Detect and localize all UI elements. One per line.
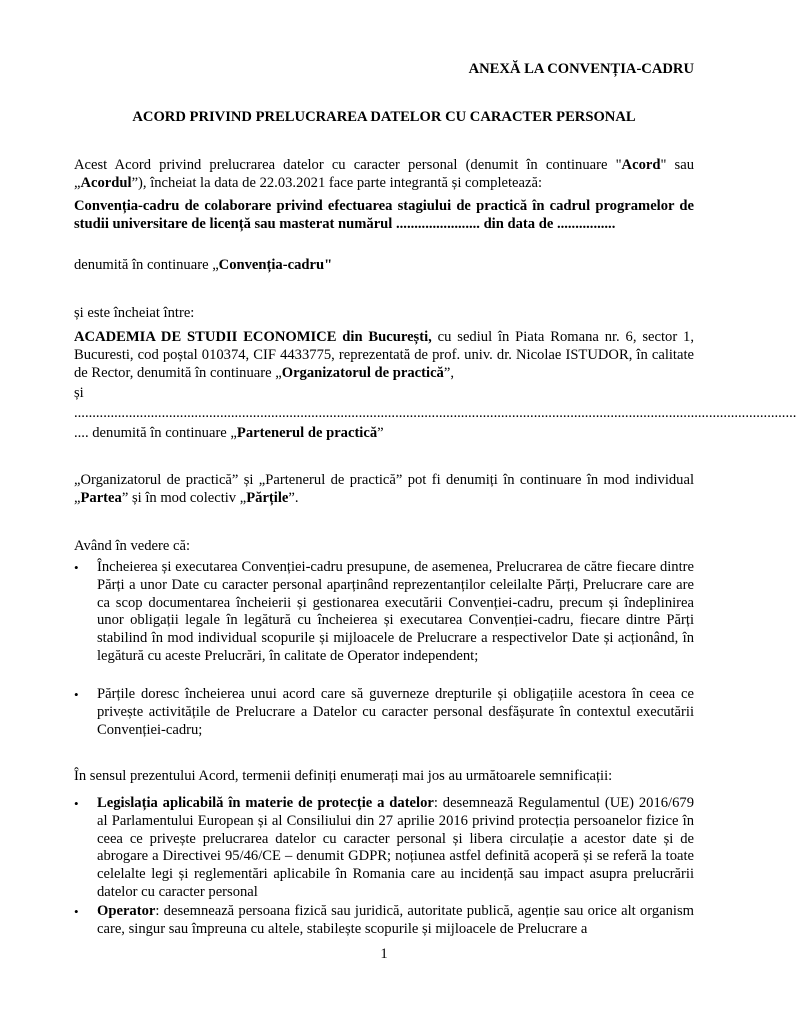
partner-term: Partenerul de practică [236,425,378,441]
definition-term: Legislația aplicabilă în materie de protecție a datelor [97,795,434,811]
document-title: ACORD PRIVIND PRELUCRAREA DATELOR CU CARACTER PERSONAL [132,109,636,125]
ase-party-paragraph [74,329,694,382]
whereas-bullet [74,686,694,739]
definition-item [74,795,694,902]
definition-text [97,795,694,902]
parties-term: Părțile [246,489,289,506]
convention-reference: Convenția-cadru de colaborare privind efectuarea stagiului de practică în cadrul programelor de studii universitare de licență sau masterat numărul ....................... din data de ................ [74,198,694,232]
bullet-icon: • [74,796,79,811]
whereas-bullet-text: Încheierea și executarea Convenției-cadru presupune, de asemenea, Prelucrarea de către fiecare dintre Părți a unor Date cu caracter personal aparținând reprezentanților celeilalte Părți, Prelucrare care are ca scop documentarea încheierii și gestionarea executării Convenției-cadru, precum și îndeplinirea unor obligații legale în legătură cu încheierea și executarea Convenției-cadru, fiecare dintre Părți stabilind în mod individual scopurile și mijloacele de Prelucrare a respectivelor Date și acționând, în legătură cu aceste Prelucrări, în calitate de Operator independent; [97,559,694,664]
parties-intro: și este încheiat între: [74,305,195,321]
collective-denomination [74,472,694,508]
definition-item [74,903,694,939]
acord-term: Acord [621,157,661,173]
whereas-bullet [74,559,694,666]
ase-details: cu sediul în Piata Romana nr. 6, sector 1, Bucuresti, cod poștal 010374, CIF 4433775, reprezentată de prof. univ. dr. Nicolae ISTUDOR, în calitate de Rector, denumită în continuare „ [74,329,694,381]
definition-text [97,903,694,939]
partner-denomination [74,425,694,443]
collective-text-end: ”. [288,489,299,506]
convention-term: Convenția-cadru" [218,257,333,273]
denomination-text: denumită în continuare „ [74,257,219,273]
ase-end: ”, [443,364,454,381]
bullet-icon: • [74,904,79,919]
definition-term: Operator [97,903,156,919]
partner-text: .... denumită în continuare „ [74,425,237,441]
collective-text: ” și în mod colectiv „ [121,489,247,506]
organizer-term: Organizatorul de practică [281,364,444,381]
party-term: Partea [80,489,122,506]
partner-text-end: ” [377,425,384,441]
whereas-intro: Având în vedere că: [74,538,191,554]
partner-blank-line: ...................................................................................................................................................................................................... [74,405,796,421]
convention-denomination [74,257,694,275]
whereas-bullet-text: Părțile doresc încheierea unui acord care să guverneze drepturile și obligațiile acestora în ceea ce privește activitățile de Prelucrare a Datelor cu caracter personal desfășurate în contextul executării Convenției-cadru; [97,686,694,738]
and-conjunction: și [74,385,84,401]
acordul-term: Acordul [80,174,132,191]
definition-body: : desemnează Regulamentul (UE) 2016/679 al Parlamentului European și al Consiliului din 27 aprilie 2016 privind protecția persoanelor fizice în ceea ce privește prelucrarea datelor cu caracter personal și libera circulație a acestor date și de abrogare a Directivei 95/46/CE – denumit GDPR; noțiunea astfel definită acoperă și se referă la toate celelalte legi și reglementări aplicabile în Romania care au incidență sau impact asupra prelucrării datelor cu caracter personal [97,795,694,900]
annex-heading: ANEXĂ LA CONVENȚIA-CADRU [468,61,694,77]
ase-name: ACADEMIA DE STUDII ECONOMICE din București, [74,329,432,345]
bullet-icon: • [74,560,79,575]
intro-text: Acest Acord privind prelucrarea datelor cu caracter personal (denumit în continuare " [74,157,622,173]
intro-paragraph [74,157,694,193]
collective-text: „Organizatorul de practică” și „Partenerul de practică” pot fi denumiți în continuare în mod individual „ [74,472,694,506]
page-number: 1 [380,946,388,962]
intro-text: " sau „ [74,157,695,191]
bullet-icon: • [74,687,79,702]
definition-body: : desemnează persoana fizică sau juridică, autoritate publică, agenție sau orice alt organism care, singur sau împreuna cu altele, stabilește scopurile și mijloacele de Prelucrare a [97,903,694,937]
intro-text: ”), încheiat la data de 22.03.2021 face parte integrantă și completează: [131,174,543,191]
definitions-intro: În sensul prezentului Acord, termenii definiți enumerați mai jos au următoarele semnificații: [74,768,613,784]
